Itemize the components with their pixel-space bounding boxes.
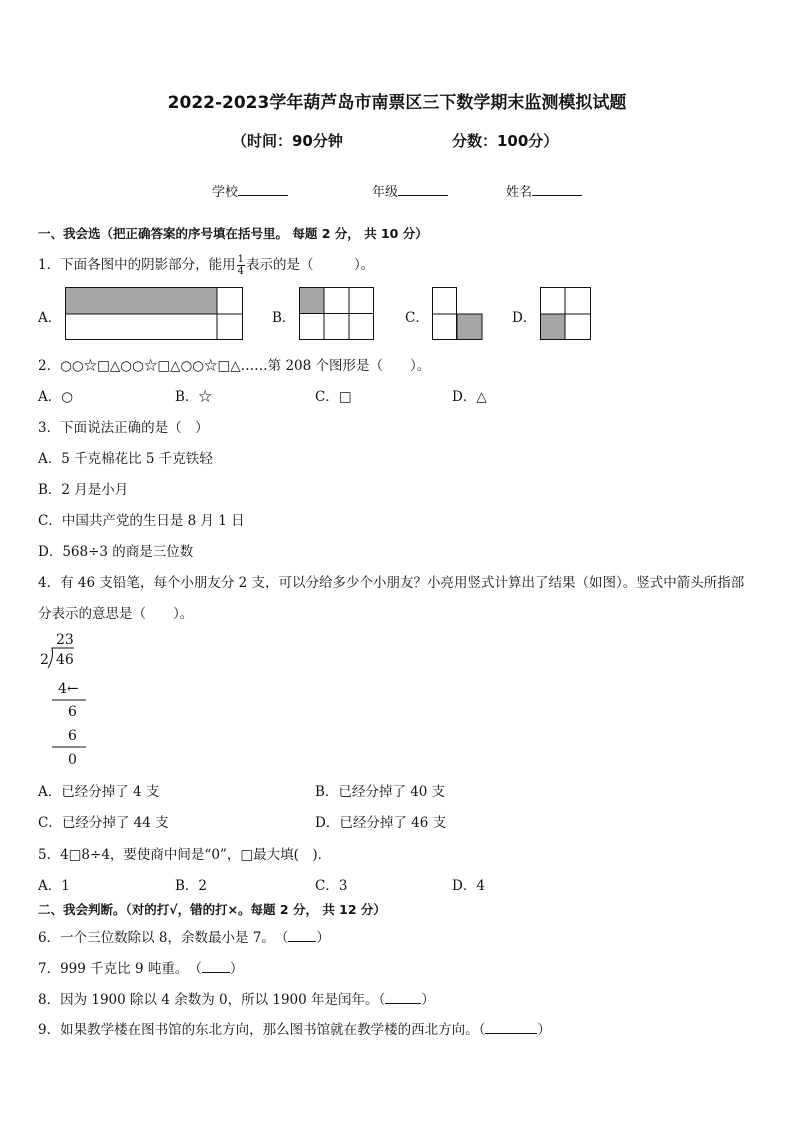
q3-option-d[interactable]: D．568÷3 的商是三位数 bbox=[38, 544, 194, 560]
grade-blank[interactable] bbox=[398, 183, 448, 196]
question-9 bbox=[38, 1018, 551, 1038]
section-2-heading: 二、我会判断。（对的打√，错的打×。每题 2 分， 共 12 分） bbox=[38, 902, 386, 917]
q6-paren-open: （ bbox=[281, 930, 289, 946]
q8-paren-open: （ bbox=[378, 992, 386, 1008]
q4-option-c[interactable]: C．已经分掉了 44 支 bbox=[38, 815, 169, 831]
q1-text-post: 表示的是（ ）。 bbox=[245, 257, 375, 273]
division-quotient: 23 bbox=[56, 632, 74, 648]
question-1 bbox=[38, 253, 374, 277]
division-remainder-1: 6 bbox=[68, 704, 77, 720]
q8-text: 8．因为 1900 除以 4 余数为 0，所以 1900 年是闰年。 bbox=[38, 992, 379, 1008]
exam-time: （时间：90分钟 bbox=[232, 132, 343, 150]
q4-option-d[interactable]: D．已经分掉了 46 支 bbox=[315, 815, 447, 831]
q5-option-a[interactable]: A．1 bbox=[38, 878, 70, 894]
q2-option-a[interactable]: A．○ bbox=[38, 389, 74, 405]
fraction-denominator: 4 bbox=[237, 266, 244, 277]
q1-figure-a bbox=[65, 287, 245, 341]
exam-score: 分数：100分） bbox=[452, 132, 559, 150]
q3-option-c[interactable]: C．中国共产党的生日是 8 月 1 日 bbox=[38, 513, 245, 529]
division-step1 bbox=[58, 681, 79, 697]
q7-paren-open: （ bbox=[195, 961, 202, 977]
q1-figure-b bbox=[299, 287, 375, 341]
q9-text: 9．如果教学楼在图书馆的东北方向，那么图书馆就在教学楼的西北方向。 bbox=[38, 1022, 479, 1038]
q5-option-c[interactable]: C．3 bbox=[315, 878, 348, 894]
grade-field[interactable] bbox=[372, 181, 448, 200]
q2-option-c[interactable]: C．□ bbox=[315, 389, 352, 405]
q4-option-b[interactable]: B．已经分掉了 40 支 bbox=[315, 784, 446, 800]
q6-text: 6．一个三位数除以 8，余数最小是 7。 bbox=[38, 930, 269, 946]
question-3: 3．下面说法正确的是（ ） bbox=[38, 420, 209, 436]
name-blank[interactable] bbox=[532, 183, 582, 196]
q4-option-a[interactable]: A．已经分掉了 4 支 bbox=[38, 784, 160, 800]
arrow-left-icon: ← bbox=[66, 681, 79, 697]
name-field[interactable] bbox=[506, 181, 582, 200]
q1-text-pre: 1．下面各图中的阴影部分，能用 bbox=[38, 257, 236, 273]
q8-answer-blank[interactable] bbox=[385, 991, 421, 1004]
q3-option-b[interactable]: B．2 月是小月 bbox=[38, 482, 129, 498]
q6-answer-blank[interactable] bbox=[288, 929, 316, 942]
q7-text: 7．999 千克比 9 吨重。 bbox=[38, 961, 182, 977]
question-8 bbox=[38, 988, 435, 1008]
question-4-line2: 分表示的意思是（ ）。 bbox=[38, 606, 194, 622]
school-label: 学校 bbox=[212, 185, 239, 200]
fraction-numerator: 1 bbox=[237, 254, 244, 265]
q5-option-d[interactable]: D．4 bbox=[452, 878, 485, 894]
q1-option-c[interactable]: C． bbox=[405, 310, 429, 326]
question-4-line1: 4．有 46 支铅笔，每个小朋友分 2 支，可以分给多少个小朋友？小亮用竖式计算出了结果（如图）。竖式中箭头所指部 bbox=[38, 575, 745, 591]
q9-answer-blank[interactable] bbox=[485, 1021, 537, 1034]
q8-paren-close: ） bbox=[421, 992, 435, 1008]
page-title: 2022-2023学年葫芦岛市南票区三下数学期末监测模拟试题 bbox=[167, 93, 627, 113]
question-2: 2．○○☆□△○○☆□△○○☆□△……第 208 个图形是（ ）。 bbox=[38, 358, 431, 374]
division-step1-value: 4 bbox=[58, 681, 67, 697]
q6-paren-close: ） bbox=[316, 930, 330, 946]
fraction-one-quarter bbox=[237, 254, 245, 277]
q5-option-b[interactable]: B．2 bbox=[175, 878, 208, 894]
q7-paren-close: ） bbox=[229, 961, 244, 977]
school-blank[interactable] bbox=[238, 183, 288, 196]
division-step2: 6 bbox=[68, 728, 77, 744]
q1-option-d[interactable]: D． bbox=[512, 310, 537, 326]
q1-figure-d bbox=[540, 287, 592, 341]
question-5: 5．4□8÷4，要使商中间是“0”，□最大填( )． bbox=[38, 847, 332, 863]
division-dividend: 46 bbox=[56, 652, 74, 668]
q1-figure-c bbox=[432, 287, 484, 341]
grade-label: 年级 bbox=[372, 185, 399, 200]
q1-option-b[interactable]: B． bbox=[272, 310, 296, 326]
q2-option-d[interactable]: D．△ bbox=[452, 389, 487, 405]
question-6 bbox=[38, 926, 330, 946]
division-divisor: 2 bbox=[40, 652, 49, 668]
division-line-2 bbox=[52, 746, 86, 748]
q9-paren-open: （ bbox=[478, 1022, 486, 1038]
division-line-1 bbox=[52, 699, 86, 701]
section-1-heading: 一、我会选（把正确答案的序号填在括号里。 每题 2 分， 共 10 分） bbox=[38, 226, 428, 241]
school-field[interactable] bbox=[212, 181, 288, 200]
q2-option-b[interactable]: B．☆ bbox=[175, 389, 212, 405]
q3-option-a[interactable]: A．5 千克棉花比 5 千克铁轻 bbox=[38, 451, 213, 467]
question-7 bbox=[38, 957, 243, 977]
division-remainder-2: 0 bbox=[68, 752, 77, 768]
q9-paren-close: ） bbox=[537, 1022, 551, 1038]
name-label: 姓名 bbox=[506, 185, 533, 200]
division-bracket bbox=[48, 648, 78, 670]
q1-option-a[interactable]: A． bbox=[38, 310, 62, 326]
q7-answer-blank[interactable] bbox=[202, 960, 230, 973]
